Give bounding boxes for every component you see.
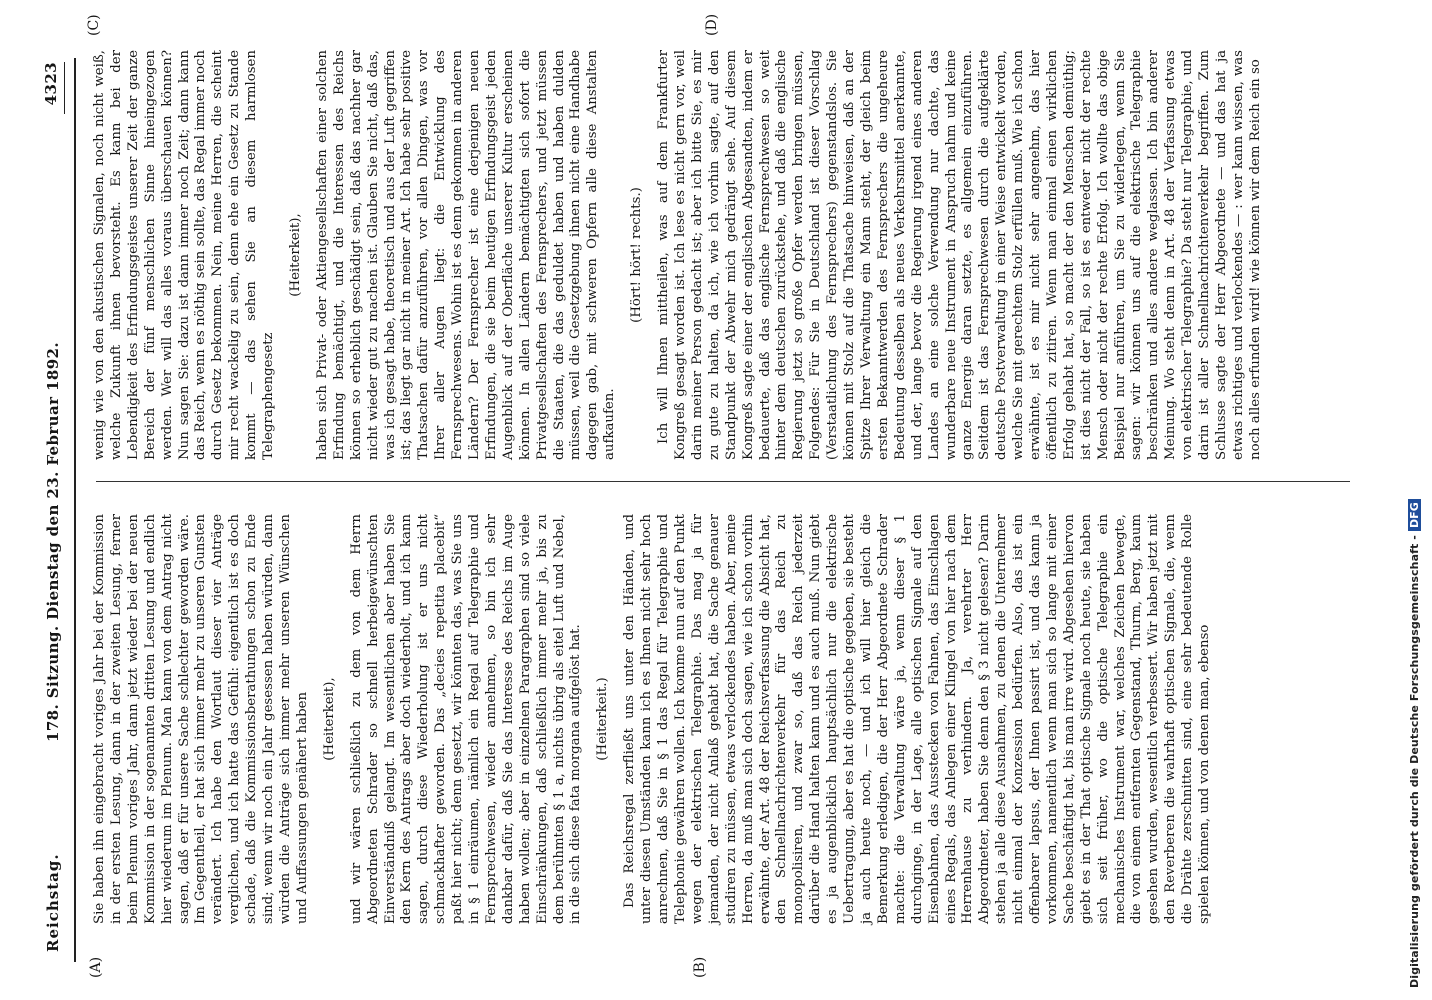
left-laughter-1: (Heiterkeit), — [321, 677, 337, 761]
header-left: Reichstag. — [44, 853, 62, 952]
left-bottom-paragraph: Das Reichsregal zerfließt uns unter den Händen, und unter diesen Umständen kann ich es Ihnen nicht sehr hoch anrechnen, daß Sie in § 1 das Regal für Telegraphie und Telephonie gewähren wollen. Ich komme nun auf den Punkt wegen der elektrischen Telegraphie. Das mag ja für jemanden, der nicht Anlaß gehabt hat, die Sache genauer studiren zu müssen, etwas verlockendes haben. Aber, meine Herren, da muß man sich doch sagen, wie ich schon vorhin erwähnte, der Art. 48 der Reichsverfassung die Absicht hat, den Schnellnachrichtenverkehr für das Reich zu monopolisiren, und zwar so, daß das Reich jederzeit darüber die Hand halten kann und es auch muß. Nun giebt es ja augenblicklich hauptsächlich nur die elektrische Uebertragung, aber es hat die optische gegeben, sie besteht ja auch heute noch, — und ich will hier gleich die Bemerkung erledigen, die der Herr Abgeordnete Schrader machte: die Verwaltung wäre ja, wenn dieser § 1 durchginge, in der Lage, alle optischen Signale auf den Eisenbahnen, das Ausstecken von Fahnen, das Einschlagen eines Regals, das Anlegen einer Klingel von hier nach dem Herrenhause zu verhindern. Ja, verehrter Herr Abgeordneter, haben Sie denn den § 3 nicht gelesen? Darin stehen ja alle diese Ausnahmen, zu denen die Unternehmer nicht einmal der Konzession bedürfen. Also, das ist ein offenbarer lapsus, der Ihnen passirt ist, und das kann ja vorkommen, namentlich wenn man sich so lange mit einer Sache beschäftigt hat, bis man irre wird. Abgesehen hiervon giebt es in der That optische Signale noch heute, sie haben sich seit früher, wo die optische Telegraphie ein mechanisches Instrument war, welches Zeichen bewegte, die von einem entfernten Gegenstand, Thurm, Berg, kaum gesehen wurden, wesentlich verbessert. Wir haben jetzt mit den Reverberen die wahrhaft optischen Signale, die, wenn die Drähte zerschnitten sind, eine sehr bedeutende Rolle spielen können, und von denen man, ebenso — [622, 514, 1213, 924]
page-number: 4323 — [42, 62, 60, 106]
page-number-underline — [64, 62, 65, 114]
right-column — [92, 50, 1265, 460]
right-laughter-1: (Heiterkeit), — [287, 213, 303, 297]
header-session: 178. Sitzung. Dienstag den 23. Februar 1892. — [44, 342, 62, 742]
margin-marker-d: (D) — [704, 13, 720, 36]
margin-marker-b: (B) — [692, 956, 708, 978]
right-bottom-paragraph: Ich will Ihnen mittheilen, was auf dem Frankfurter Kongreß gesagt worden ist. Ich lese es nicht gern vor, weil darin meiner Person gedacht ist; aber ich bitte Sie, es mir zu gute zu halten, da ich, wie ich vorhin sagte, auf den Standpunkt der Abwehr mich gedrängt sehe. Auf diesem Kongreß sagte einer der englischen Abgesandten, indem er bedauerte, daß das englische Fernsprechwesen so weit hinter dem deutschen zurückstehe, und daß die englische Regierung jetzt so große Opfer werden bringen müssen, Folgendes: Für Sie in Deutschland ist dieser Vorschlag (Verstaatlichung des Fernsprechers) gegenstandslos. Sie können mit Stolz auf die Thatsache hinweisen, daß an der Spitze Ihrer Verwaltung ein Mann steht, der gleich beim ersten Bekanntwerden des Fernsprechers die ungeheure Bedeutung desselben als neues Verkehrsmittel anerkannte, und der, lange bevor die Regierung irgend eines anderen Landes an eine solche Verwendung nur dachte, das wunderbare neue Instrument in Anspruch nahm und keine ganze Energie daran setzte, es allgemein einzuführen. Seitdem ist das Fernsprechwesen durch die aufgeklärte deutsche Postverwaltung in einer Weise entwickelt worden, welche Sie mit gerechtem Stolz erfüllen muß. Wie ich schon erwähnte, ist es mir nicht sehr angenehm, das hier öffentlich zu zitiren. Wenn man einmal einen wirklichen Erfolg gehabt hat, so macht der den Menschen demüthig; ist dies nicht der Fall, so ist es entweder nicht der rechte Mensch oder nicht der rechte Erfolg. Ich wollte das obige Beispiel nur anführen, um Sie zu widerlegen, wenn Sie sagen: wir können uns auf die elektrische Telegraphie beschränken und alles andere weglassen. Ich bin anderer Meinung. Wo steht denn in Art. 48 der Verfassung etwas von elektrischer Telegraphie? Da steht nur Telegraphie, und darin ist aller Schnellnachrichtenverkehr begriffen. Zum Schlusse sagte der Herr Abgeordnete — und das hat ja etwas richtiges und verlockendes — : wer kann wissen, was noch alles erfunden wird! wie können wir dem Reich ein so — [656, 50, 1263, 460]
right-top-paragraph: wenig wie von den akustischen Signalen, noch nicht weiß, welche Zukunft ihnen bevorsteht. Es kann bei der Lebendigkeit des Erfindungsgeistes unserer Zeit der ganze Bereich der fünf menschlichen Sinne hineingezogen werden. Wer will das alles voraus überschauen können? Nun sagen Sie: dazu ist dann immer noch Zeit; dann kann das Reich, wenn es nöthig sein sollte, das Regal immer noch durch Gesetz bekommen. Nein, meine Herren, die scheint mir recht wackelig zu sein, denn ehe ein Gesetz zu Stande kommt — das sehen Sie an diesem harmlosen Telegraphengesetz — [92, 50, 277, 460]
left-mid-paragraph: und wir wären schließlich zu dem von dem Herrn Abgeordneten Schrader so schnell herbeigewünschten Einverständniß gelangt. Im wesentlichen aber haben Sie den Kern des Antrags aber doch wiederholt, und ich kann sagen, durch diese Wiederholung ist er uns nicht schmackhafter geworden. Das „decies repetita placebit“ paßt hier nicht; denn gesetzt, wir könnten das, was Sie uns in § 1 einräumen, nämlich ein Regal auf Telegraphie und Fernsprechwesen, wieder annehmen, so bin ich sehr dankbar dafür, daß Sie das Interesse des Reichs im Auge haben wollen; aber in einzelnen Paragraphen sind so viele Einschränkungen, daß schließlich immer mehr ja, bis zu dem berühmten § 1 a, nichts übrig als eitel Luft und Nebel, in die sich diese fata morgana aufgelöst hat. — [348, 514, 584, 924]
left-top-paragraph: Sie haben ihn eingebracht voriges Jahr bei der Kommission in der ersten Lesung, dann in der zweiten Lesung, ferner beim Plenum voriges Jahr, dann jetzt wieder bei der neuen Kommission in der sogenannten dritten Lesung und endlich hier wiederum im Plenum. Man kann von dem Antrag nicht sagen, daß er für unsere Sache schlechter geworden wäre. Im Gegentheil, er hat sich immer mehr zu unseren Gunsten verändert. Ich habe den Wortlaut dieser vier Anträge verglichen, und ich hatte das Gefühl: eigentlich ist es doch schade, daß die Kommissionsberathungen schon zu Ende sind; wenn wir noch ein Jahr gesessen haben würden, dann würden die Anträge sich immer mehr unseren Wünschen und Auffassungen genähert haben — [92, 514, 310, 924]
dfg-logo: DFG — [1408, 499, 1421, 531]
margin-marker-c: (C) — [86, 14, 102, 36]
margin-marker-a: (A) — [88, 956, 104, 978]
page-header — [36, 58, 76, 962]
header-rule — [74, 58, 76, 962]
left-laughter-2: (Heiterkeit.) — [595, 677, 611, 761]
column-divider — [96, 481, 1350, 482]
credit-text: Digitalisierung gefördert durch die Deutsche Forschungsgemeinschaft - — [1408, 535, 1421, 988]
left-column — [92, 514, 1214, 924]
digitization-credit — [1408, 499, 1421, 988]
right-hear-hear: (Hört! hört! rechts.) — [629, 187, 645, 323]
right-mid-paragraph: haben sich Privat- oder Aktiengesellschaften einer solchen Erfindung bemächtigt, und die Interessen des Reichs können so erheblich geschädigt sein, daß das nachher gar nicht wieder gut zu machen ist. Glauben Sie nicht, daß das, was ich gesagt habe, theoretisch und aus der Luft gegriffen ist; das liegt gar nicht in meiner Art. Ich habe sehr positive Thatsachen dafür anzuführen, vor allen Dingen, was vor Ihrer aller Augen liegt: die Entwicklung des Fernsprechwesens. Wohin ist es denn gekommen in anderen Ländern? Der Fernsprecher ist eine derjenigen neuen Erfindungen, die sie beim heutigen Erfindungsgeist jeden Augenblick auf der Oberfläche unserer Kultur erscheinen können. In allen Ländern bemächtigten sich sofort die Privatgesellschaften des Fernsprechers, und jetzt müssen die Staaten, die das geduldet haben und haben dulden müssen, weil die Gesetzgebung ihnen nicht eine Handhabe dagegen gab, mit schweren Opfern alle diese Anstalten aufkaufen. — [314, 50, 618, 460]
